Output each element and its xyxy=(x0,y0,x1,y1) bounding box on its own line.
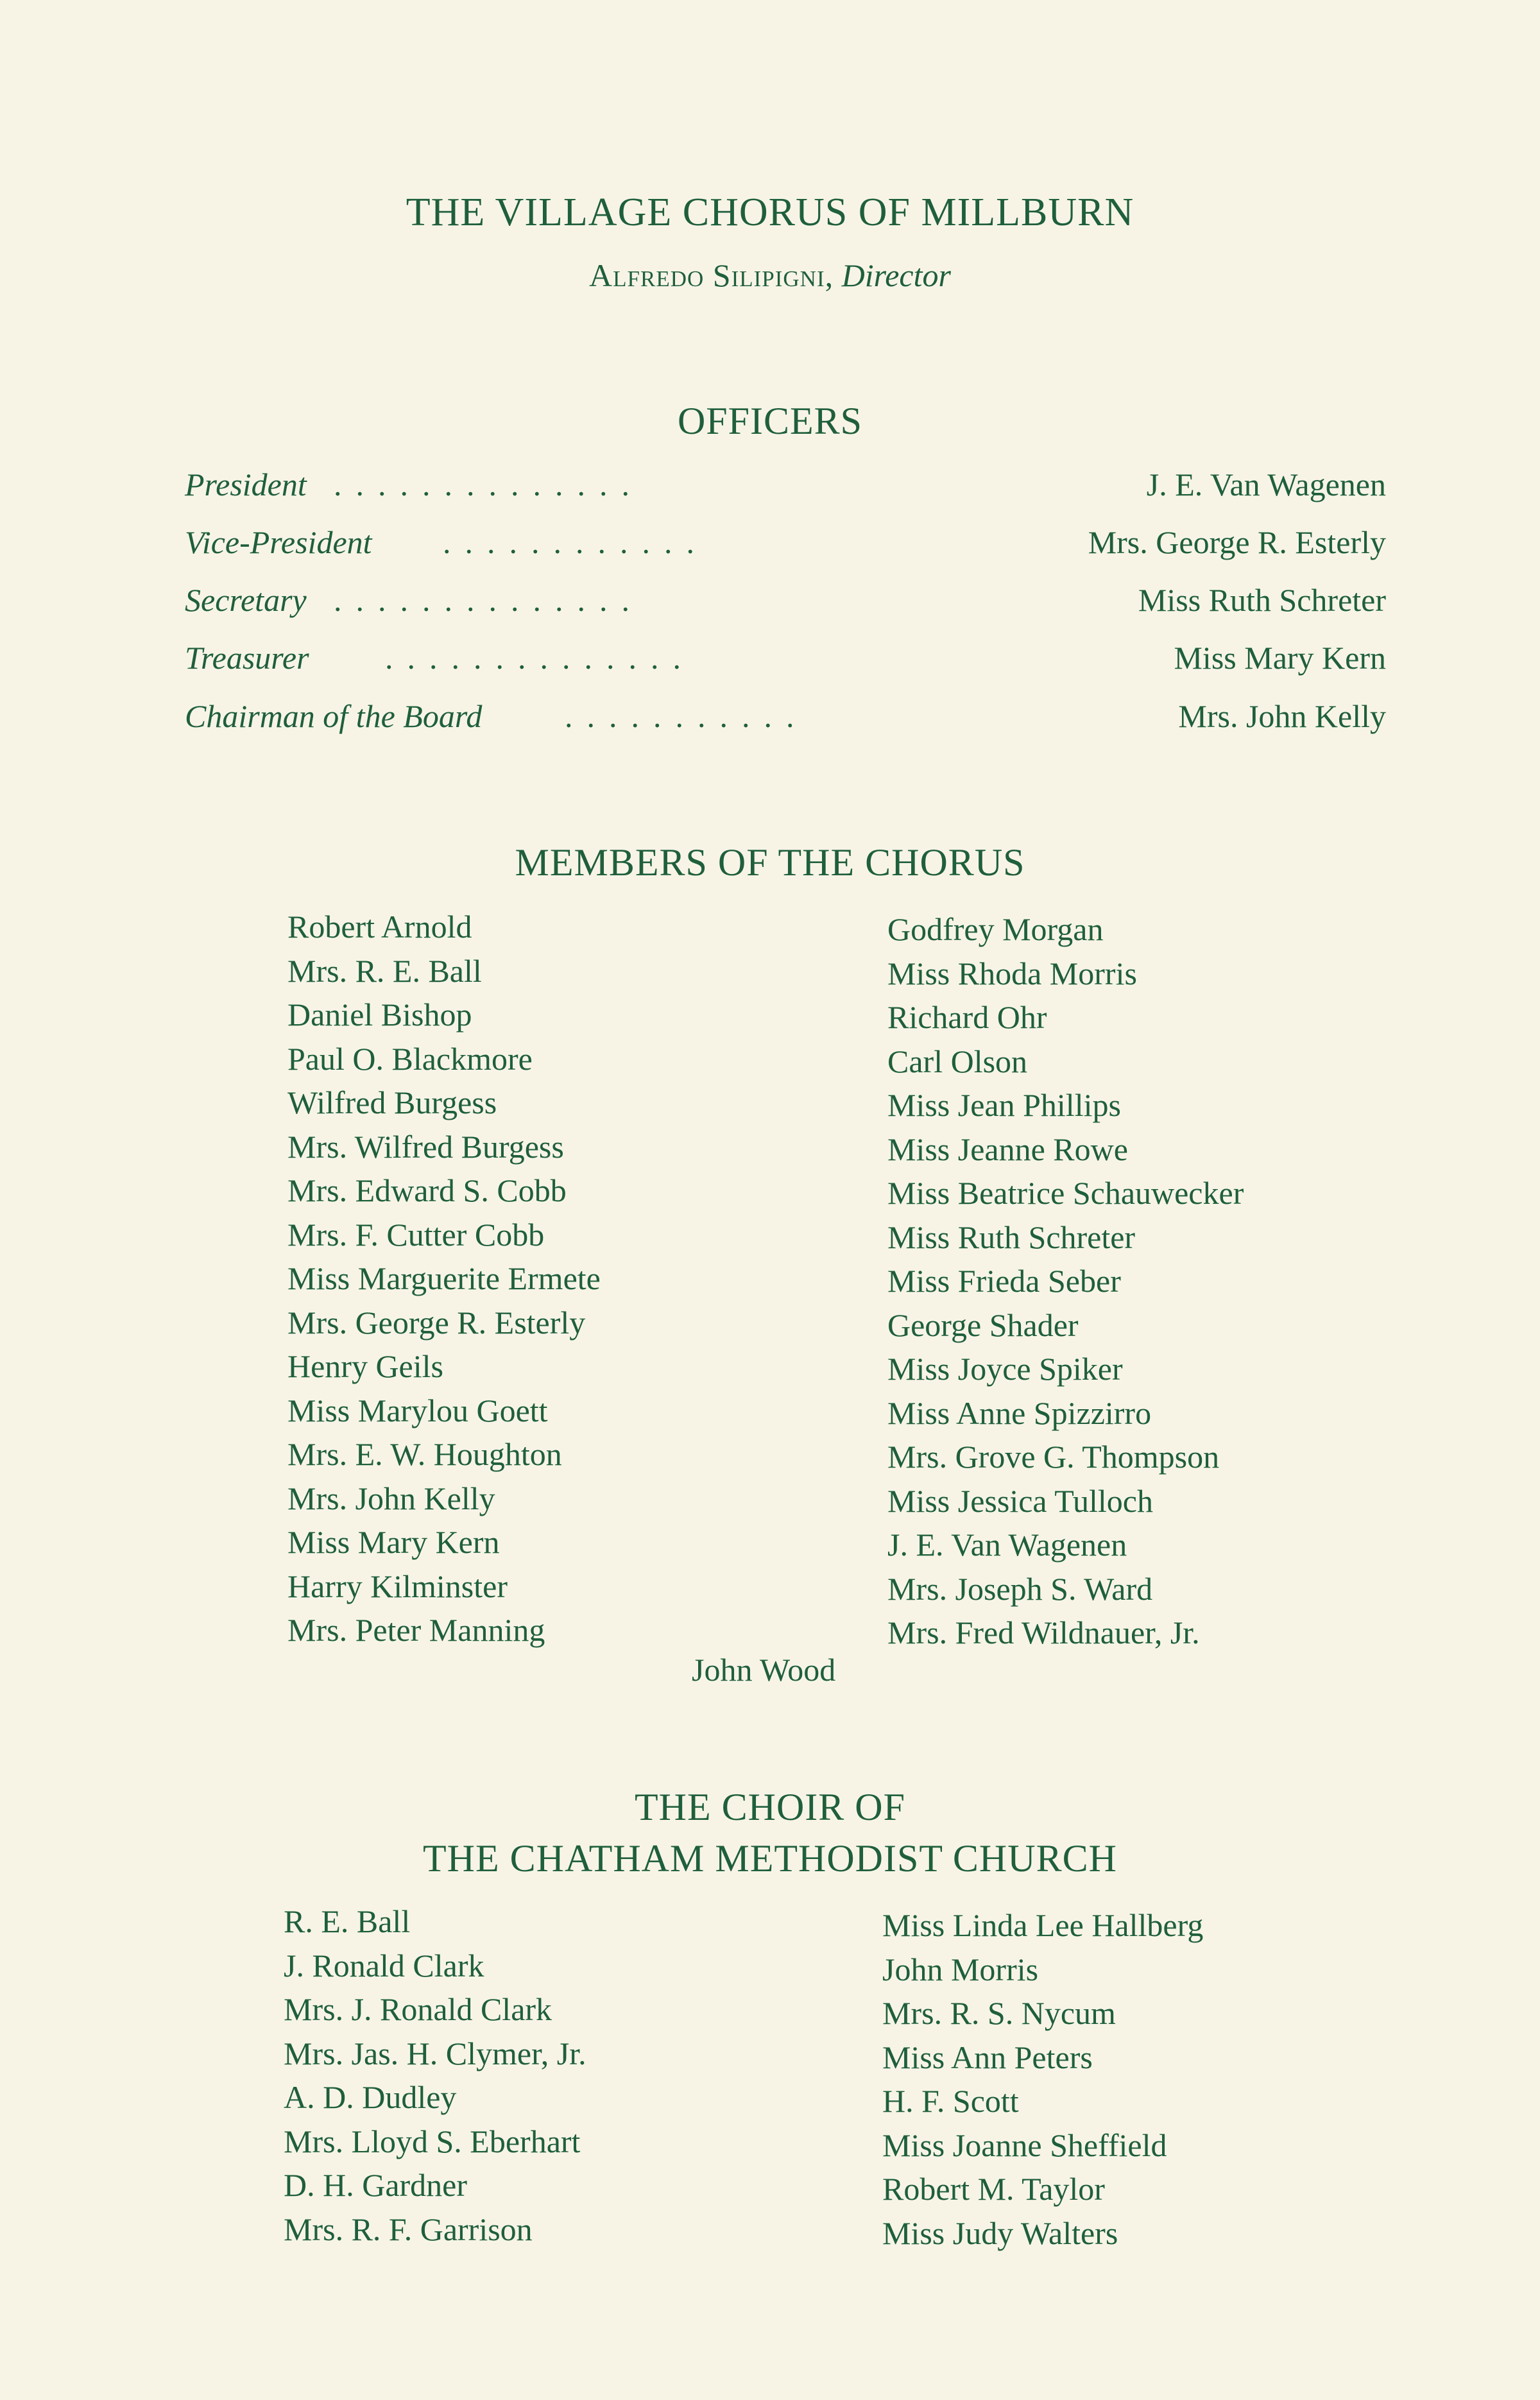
member-name: Miss Beatrice Schauwecker xyxy=(887,1175,1244,1211)
member-name: Mrs. F. Cutter Cobb xyxy=(287,1216,545,1253)
member-name: Miss Mary Kern xyxy=(287,1524,500,1560)
member-name: Miss Joyce Spiker xyxy=(887,1351,1123,1387)
member-name: Miss Marylou Goett xyxy=(287,1392,548,1428)
officer-name: Miss Ruth Schreter xyxy=(1138,582,1386,618)
choir-member-name: Miss Joanne Sheffield xyxy=(882,2127,1167,2163)
leader-dots: .............. xyxy=(385,640,695,676)
officer-title: Secretary xyxy=(185,582,307,618)
choir-member-name: D. H. Gardner xyxy=(284,2167,468,2203)
officer-row xyxy=(185,639,1386,684)
officer-title: Chairman of the Board xyxy=(185,698,483,734)
member-name: Miss Rhoda Morris xyxy=(887,955,1137,991)
member-name: Godfrey Morgan xyxy=(887,911,1104,947)
member-name: Mrs. Joseph S. Ward xyxy=(887,1570,1153,1607)
member-name: Miss Marguerite Ermete xyxy=(287,1260,601,1296)
members-right-column xyxy=(887,907,1244,1655)
member-name: Mrs. Fred Wildnauer, Jr. xyxy=(887,1615,1200,1650)
director-name: Alfredo Silipigni, xyxy=(589,257,834,293)
choir-member-name: Mrs. Lloyd S. Eberhart xyxy=(284,2123,581,2159)
choir-left-column xyxy=(284,1899,586,2251)
officer-name: Miss Mary Kern xyxy=(1174,640,1386,676)
leader-dots: ............ xyxy=(443,524,708,560)
member-name: J. E. Van Wagenen xyxy=(887,1527,1127,1563)
choir-member-name: J. Ronald Clark xyxy=(284,1947,484,1984)
member-name: Mrs. Peter Manning xyxy=(287,1612,545,1648)
officer-name: Mrs. George R. Esterly xyxy=(1088,524,1386,560)
members-last-name: John Wood xyxy=(692,1652,836,1688)
choir-member-name: Mrs. Jas. H. Clymer, Jr. xyxy=(284,2035,586,2071)
member-name: Miss Jeanne Rowe xyxy=(887,1131,1128,1167)
officer-title: Treasurer xyxy=(185,640,309,676)
member-name: Harry Kilminster xyxy=(287,1568,508,1604)
choir-heading-line2: THE CHATHAM METHODIST CHURCH xyxy=(423,1837,1117,1880)
member-name: Robert Arnold xyxy=(287,909,472,945)
choir-member-name: John Morris xyxy=(882,1951,1039,1987)
member-name: Mrs. John Kelly xyxy=(287,1480,495,1516)
officer-row xyxy=(185,524,1386,569)
officer-title: Vice-President xyxy=(185,524,372,560)
member-name: Wilfred Burgess xyxy=(287,1084,497,1120)
leader-dots: ........... xyxy=(565,698,809,734)
choir-member-name: Mrs. R. S. Nycum xyxy=(882,1995,1116,2031)
choir-member-name: Miss Ann Peters xyxy=(882,2039,1093,2075)
member-name: Mrs. Grove G. Thompson xyxy=(887,1439,1220,1475)
choir-member-name: R. E. Ball xyxy=(284,1903,411,1939)
choir-member-name: H. F. Scott xyxy=(882,2083,1019,2119)
member-name: Mrs. George R. Esterly xyxy=(287,1304,586,1341)
members-left-column xyxy=(287,905,601,1652)
leader-dots: .............. xyxy=(334,582,644,618)
member-name: Miss Jean Phillips xyxy=(887,1087,1121,1123)
officer-name: Mrs. John Kelly xyxy=(1178,698,1386,734)
choir-member-name: Mrs. R. F. Garrison xyxy=(284,2211,533,2247)
choir-heading-line1: THE CHOIR OF xyxy=(634,1786,905,1828)
officer-name: J. E. Van Wagenen xyxy=(1146,467,1386,502)
officer-title: President xyxy=(185,467,307,502)
member-name: Mrs. R. E. Ball xyxy=(287,952,482,989)
member-name: Miss Anne Spizzirro xyxy=(887,1394,1152,1431)
officer-row xyxy=(185,581,1386,626)
director-line xyxy=(0,257,1540,294)
officer-row xyxy=(185,698,1386,742)
choir-member-name: A. D. Dudley xyxy=(284,2079,457,2115)
member-name: Henry Geils xyxy=(287,1348,443,1384)
member-name: Mrs. E. W. Houghton xyxy=(287,1436,562,1472)
choir-member-name: Robert M. Taylor xyxy=(882,2171,1105,2207)
leader-dots: .............. xyxy=(334,467,644,502)
choir-member-name: Miss Linda Lee Hallberg xyxy=(882,1907,1204,1943)
officers-heading: OFFICERS xyxy=(677,400,863,442)
member-name: Paul O. Blackmore xyxy=(287,1040,533,1077)
member-name: Miss Ruth Schreter xyxy=(887,1219,1136,1255)
member-name: Mrs. Edward S. Cobb xyxy=(287,1172,567,1208)
choir-member-name: Mrs. J. Ronald Clark xyxy=(284,1991,552,2027)
member-name: Richard Ohr xyxy=(887,999,1047,1035)
member-name: Carl Olson xyxy=(887,1043,1028,1079)
member-name: George Shader xyxy=(887,1307,1079,1343)
member-name: Miss Frieda Seber xyxy=(887,1263,1121,1299)
choir-member-name: Miss Judy Walters xyxy=(882,2215,1118,2251)
choir-right-column xyxy=(882,1903,1203,2255)
members-heading: MEMBERS OF THE CHORUS xyxy=(515,841,1025,884)
member-name: Daniel Bishop xyxy=(287,997,472,1033)
member-name: Miss Jessica Tulloch xyxy=(887,1482,1153,1519)
member-name: Mrs. Wilfred Burgess xyxy=(287,1128,564,1165)
chorus-title: THE VILLAGE CHORUS OF MILLBURN xyxy=(406,191,1134,234)
officer-row xyxy=(185,466,1386,511)
director-role: Director xyxy=(841,257,951,293)
